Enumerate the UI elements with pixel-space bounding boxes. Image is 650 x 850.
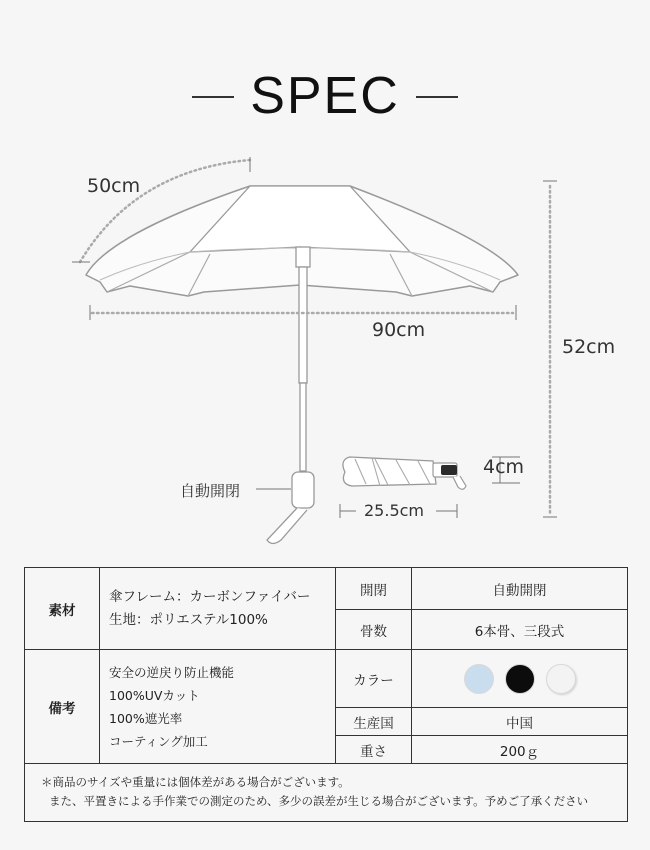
notes-cell <box>100 650 336 764</box>
weight-label: 重さ <box>336 736 412 764</box>
footnote-line-1: ＊商品のサイズや重量には個体差がある場合がございます。 <box>41 775 350 789</box>
folded-height-label: 4cm <box>483 456 525 478</box>
origin-value: 中国 <box>412 708 628 736</box>
spec-table <box>24 567 628 822</box>
feature-item: コーティング加工 <box>109 733 208 749</box>
material-fabric: 生地：ポリエステル100% <box>109 611 268 628</box>
color-cell <box>412 650 628 708</box>
table-row <box>25 568 628 610</box>
ribs-value: 6本骨、三段式 <box>412 610 628 650</box>
feature-item: 100%遮光率 <box>109 710 183 726</box>
notes-header: 備考 <box>25 650 100 764</box>
material-frame: 傘フレーム：カーボンファイバー <box>109 588 311 605</box>
feature-item: 安全の逆戻り防止機能 <box>109 664 235 680</box>
feature-item: 100%UVカット <box>109 687 200 703</box>
color-swatches <box>412 664 627 694</box>
title-divider-right <box>416 96 458 98</box>
weight-value: 200ｇ <box>412 736 628 764</box>
color-swatch-white[interactable] <box>546 664 576 694</box>
material-header: 素材 <box>25 568 100 650</box>
footnote-line-2: また、平置きによる手作業での測定のため、多少の誤差が生じる場合がございます。予めご了承ください <box>49 794 589 808</box>
rib-length-label: 50cm <box>87 175 141 197</box>
open-height-label: 52cm <box>562 336 616 358</box>
color-swatch-black[interactable] <box>505 664 535 694</box>
table-row <box>25 650 628 708</box>
footnote <box>25 764 628 822</box>
open-close-value: 自動開閉 <box>412 568 628 610</box>
umbrella-illustration <box>0 140 650 560</box>
page-title: SPEC <box>250 67 400 125</box>
origin-label: 生産国 <box>336 708 412 736</box>
spec-header <box>0 66 650 126</box>
footnote-row <box>25 764 628 822</box>
color-swatch-light-blue[interactable] <box>464 664 494 694</box>
open-close-label: 開閉 <box>336 568 412 610</box>
umbrella-diagram <box>0 140 650 560</box>
folded-length-label: 25.5cm <box>364 501 425 520</box>
auto-open-label: 自動開閉 <box>180 482 241 500</box>
ribs-label: 骨数 <box>336 610 412 650</box>
color-label: カラー <box>336 650 412 708</box>
material-cell <box>100 568 336 650</box>
open-width-label: 90cm <box>372 319 426 341</box>
